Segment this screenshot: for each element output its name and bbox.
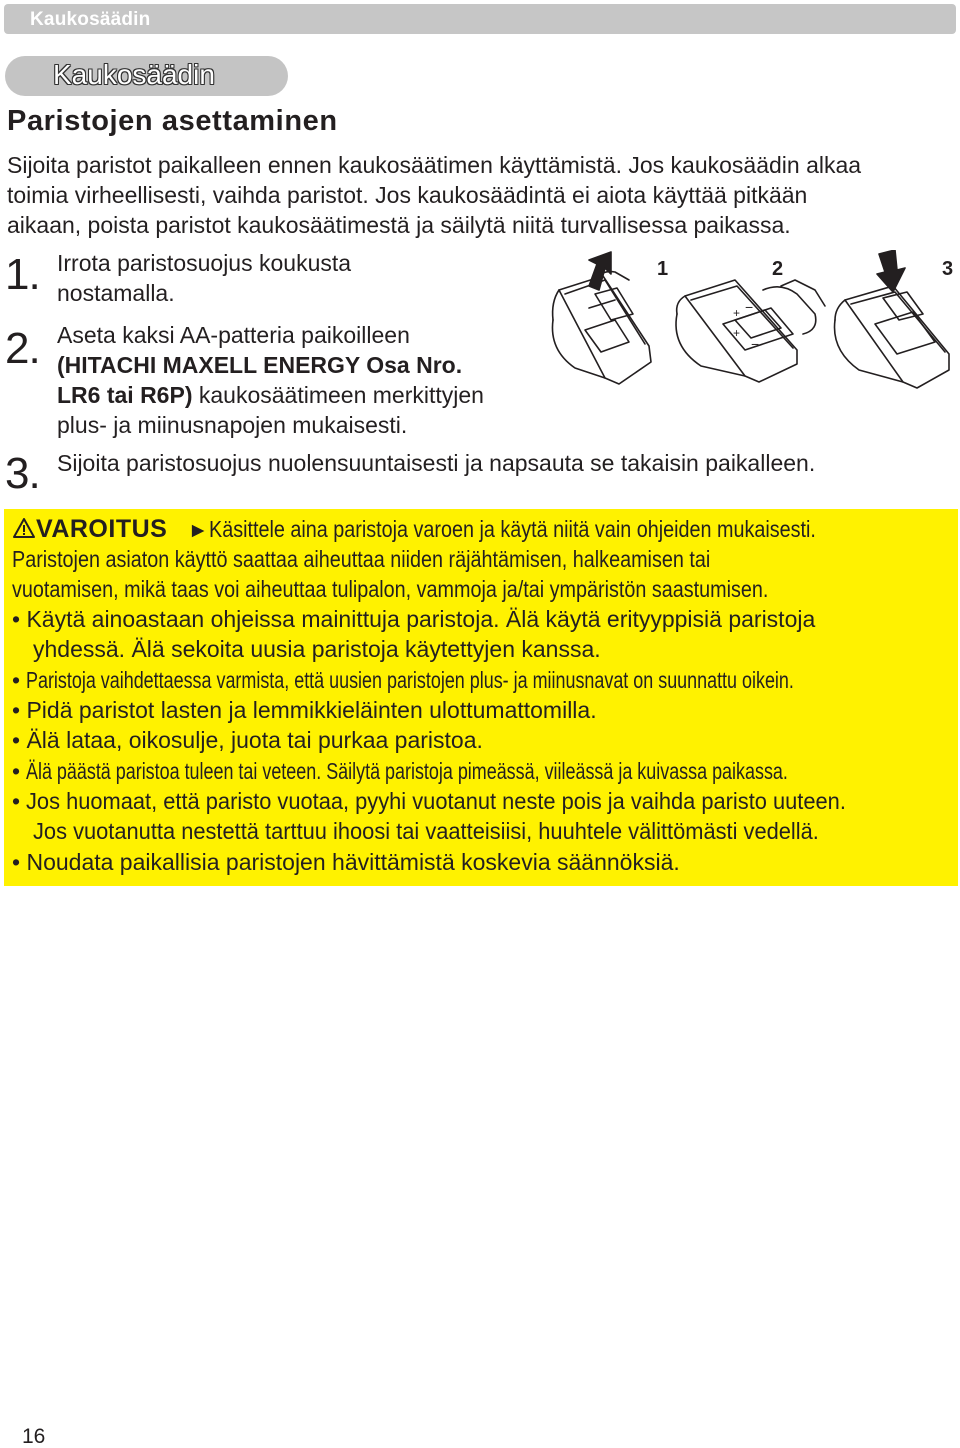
minus-sign-icon: −	[745, 299, 754, 315]
bullet-glyph: •	[12, 606, 21, 632]
step-line-rest: kaukosäätimeen merkittyjen	[192, 382, 484, 408]
bullet-text: Älä lataa, oikosulje, juota tai purkaa paristoa.	[26, 727, 483, 753]
bullet-glyph: •	[12, 849, 21, 875]
step-line	[57, 380, 484, 410]
plus-sign-icon: +	[733, 326, 741, 340]
bullet-glyph: •	[12, 758, 21, 784]
warning-bullet-item	[12, 756, 960, 786]
bullet-text: Jos huomaat, että paristo vuotaa, pyyhi vuotanut neste pois ja vaihda paristo uuteen.	[26, 788, 847, 814]
warning-bullet-item	[12, 604, 815, 634]
warning-bullet-item	[12, 695, 597, 725]
figure-label-3: 3	[942, 258, 954, 280]
warning-bullet-item	[12, 786, 890, 816]
step-2-text	[57, 320, 484, 440]
step-2-number: 2.	[5, 324, 40, 373]
warning-body-text: Paristojen asiaton käyttö saattaa aiheuttaa niiden räjähtämisen, halkeamisen tai	[12, 546, 711, 572]
warning-label: VAROITUS	[36, 515, 168, 543]
warning-body-line	[12, 544, 824, 574]
bullet-text: Älä päästä paristoa tuleen tai veteen. Säilytä paristoja pimeässä, viileässä ja kuivassa paikassa.	[26, 758, 789, 784]
minus-sign-icon: −	[751, 336, 760, 352]
down-arrow-icon	[877, 250, 905, 292]
remote-2-drawing	[676, 280, 825, 382]
bullet-text: Pidä paristot lasten ja lemmikkieläinten ulottumattomilla.	[26, 697, 597, 723]
step-1-text	[57, 248, 351, 308]
bullet-text: Paristoja vaihdettaessa varmista, että uusien paristojen plus- ja miinusnavat on suunnattu oikein.	[26, 667, 795, 693]
intro-line: Sijoita paristot paikalleen ennen kaukosäätimen käyttämistä. Jos kaukosäädin alkaa	[7, 152, 862, 178]
intro-paragraph	[7, 150, 957, 240]
step-1-number: 1.	[5, 250, 40, 299]
triangle-arrow-icon: ►	[187, 519, 209, 542]
bullet-glyph: •	[12, 727, 21, 753]
warning-bullet-item	[12, 725, 483, 755]
intro-line: aikaan, poista paristot kaukosäätimestä ja säilytä niitä turvallisessa paikassa.	[7, 212, 791, 238]
section-title: Kaukosäädin	[53, 59, 215, 90]
step-line: Irrota paristosuojus koukusta	[57, 250, 352, 276]
warning-bullet-item	[12, 847, 680, 877]
intro-line: toimia virheellisesti, vaihda paristot. Jos kaukosäädintä ei aiota käyttää pitkään	[7, 182, 808, 208]
warning-bullet-continuation: yhdessä. Älä sekoita uusia paristoja käytettyjen kanssa.	[33, 636, 601, 662]
step-line-part-number: (HITACHI MAXELL ENERGY Osa Nro.	[57, 352, 463, 378]
section-title-pill	[5, 56, 288, 96]
remote-1-drawing	[552, 272, 651, 384]
header-section-title: Kaukosäädin	[30, 9, 151, 30]
warning-bullet-item	[12, 665, 960, 695]
header-bar	[4, 4, 956, 34]
figure-label-2: 2	[772, 258, 784, 280]
page-number: 16	[22, 1425, 46, 1448]
warning-heading	[12, 514, 167, 544]
plus-sign-icon: +	[733, 306, 741, 320]
step-3-text: Sijoita paristosuojus nuolensuuntaisesti ja napsauta se takaisin paikalleen.	[57, 450, 816, 476]
step-3-number: 3.	[5, 449, 40, 498]
warning-box	[4, 509, 958, 886]
part-number-bold: LR6 tai R6P)	[57, 382, 193, 408]
step-line: nostamalla.	[57, 280, 175, 306]
bullet-glyph: •	[12, 788, 21, 814]
warning-body-text: vuotamisen, mikä taas voi aiheuttaa tulipalon, vammoja ja/tai ympäristön saastumisen.	[12, 576, 769, 602]
warning-body-line	[12, 574, 892, 604]
bullet-text: Noudata paikallisia paristojen hävittämistä koskevia säännöksiä.	[26, 849, 680, 875]
remote-3-drawing	[835, 286, 950, 388]
warning-bullet-continuation	[33, 816, 860, 846]
bullet-continuation-text: Jos vuotanutta nestettä tarttuu ihoosi tai vaatteisiisi, huuhtele välittömästi vedellä.	[33, 818, 819, 844]
page-heading: Paristojen asettaminen	[7, 105, 338, 137]
warning-headline-row	[12, 514, 960, 546]
step-line: plus- ja miinusnapojen mukaisesti.	[57, 412, 408, 438]
remote-control-drawings	[545, 250, 960, 395]
bullet-glyph: •	[12, 697, 21, 723]
figure-label-1: 1	[657, 258, 669, 280]
step-line: Aseta kaksi AA-patteria paikoilleen	[57, 322, 410, 348]
warning-headline: Käsittele aina paristoja varoen ja käytä niitä vain ohjeiden mukaisesti.	[208, 516, 816, 542]
battery-replacement-illustration	[545, 250, 960, 395]
bullet-text: Käytä ainoastaan ohjeissa mainittuja paristoja. Älä käytä erityyppisiä paristoja	[26, 606, 816, 632]
warning-triangle-icon	[12, 517, 36, 539]
bullet-glyph: •	[12, 667, 21, 693]
